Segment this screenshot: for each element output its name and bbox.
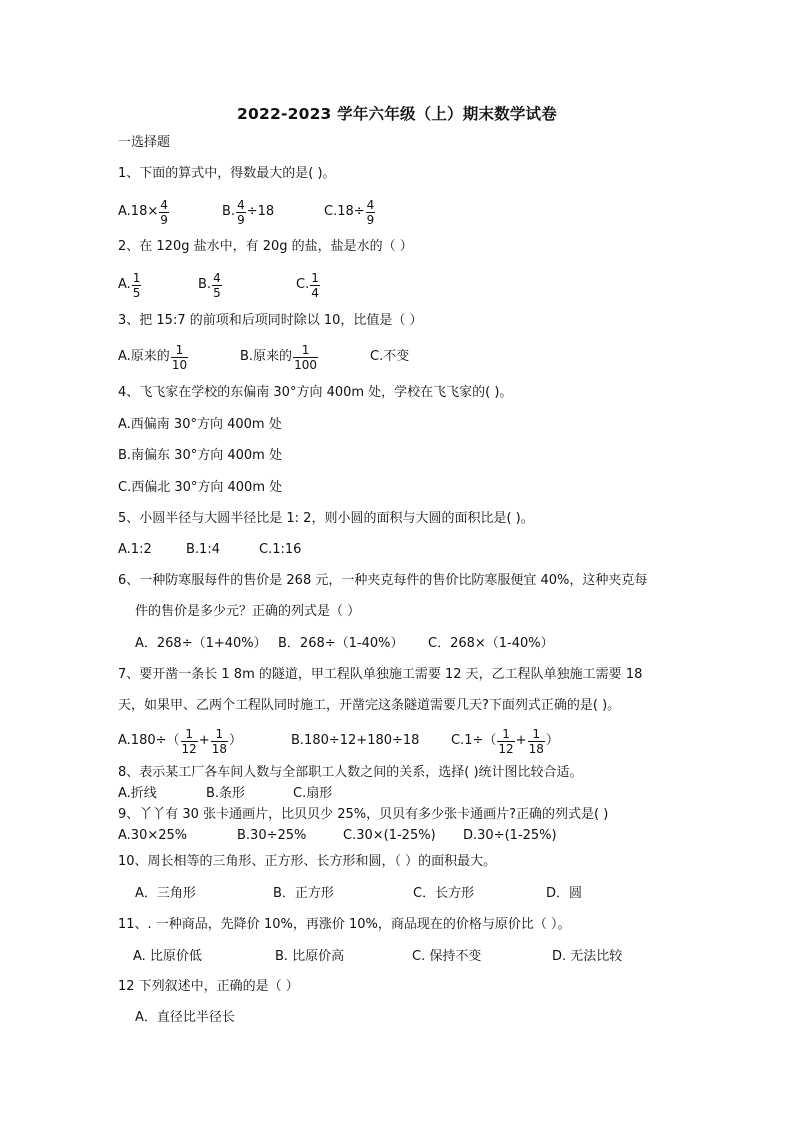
question-5-option-c: C.1:16 [259, 542, 302, 557]
question-11-stem: 11、. 一种商品，先降价 10%，再涨价 10%，商品现在的价格与原价比（ ）。 [118, 917, 571, 932]
question-8-stem: 8、表示某工厂各车间人数与全部职工人数之间的关系，选择( )统计图比较合适。 [118, 765, 583, 780]
denominator: 9 [237, 212, 245, 227]
question-2-option-c [296, 268, 321, 302]
question-4-option-a: A.西偏南 30°方向 400m 处 [118, 417, 282, 432]
question-12-stem: 12 下列叙述中，正确的是（ ） [118, 979, 299, 994]
question-3-option-c: C.不变 [370, 349, 410, 364]
option-prefix: C. [296, 277, 310, 292]
question-9-option-a: A.30×25% [118, 828, 188, 843]
option-suffix: ） [228, 733, 242, 748]
denominator: 100 [294, 357, 317, 372]
question-9-option-b: B.30÷25% [237, 828, 307, 843]
fraction [181, 727, 198, 756]
question-1-stem: 1、下面的算式中，得数最大的是( )。 [118, 166, 336, 181]
fraction [171, 343, 188, 372]
numerator: 1 [311, 270, 319, 285]
question-4-option-c: C.西偏北 30°方向 400m 处 [118, 480, 283, 495]
question-7-stem-line-1: 7、要开凿一条长 1 8m 的隧道，甲工程队单独施工需要 12 天，乙工程队单独施工需要 18 [118, 667, 643, 682]
fraction [159, 198, 169, 227]
option-suffix: ÷18 [246, 204, 275, 219]
question-2-option-a [118, 268, 142, 302]
question-1-option-c [324, 195, 376, 229]
denominator: 4 [311, 285, 319, 300]
fraction [528, 727, 545, 756]
question-11-option-d: D. 无法比较 [552, 949, 623, 964]
question-5-stem: 5、小圆半径与大圆半径比是 1: 2，则小圆的面积与大圆的面积比是( )。 [118, 511, 534, 526]
page-title: 2022-2023 学年六年级（上）期末数学试卷 [237, 105, 557, 123]
numerator: 1 [211, 727, 228, 742]
fraction [132, 271, 142, 300]
question-10-option-a: A．三角形 [135, 886, 196, 901]
numerator: 4 [213, 270, 221, 285]
question-8-option-b: B.条形 [206, 786, 246, 801]
option-prefix: C.1÷（ [451, 733, 497, 748]
option-prefix: A. [118, 277, 131, 292]
option-prefix: C.18÷ [324, 204, 365, 219]
question-7-stem-line-2: 天，如果甲、乙两个工程队同时施工，开凿完这条隧道需要几天?下面列式正确的是( )。 [118, 698, 621, 713]
question-10-option-d: D．圆 [546, 886, 583, 901]
question-9-option-c: C.30×(1-25%) [343, 828, 436, 843]
fraction [310, 271, 320, 300]
numerator: 4 [237, 197, 245, 212]
plus-sign: + [198, 733, 210, 748]
numerator: 1 [497, 727, 514, 742]
numerator: 1 [181, 727, 198, 742]
plus-sign: + [515, 733, 527, 748]
question-10-option-b: B．正方形 [273, 886, 334, 901]
question-1-option-a [118, 195, 170, 229]
question-6-option-b: B．268÷（1-40%） [278, 636, 404, 651]
question-6-stem-line-1: 6、一种防寒服每件的售价是 268 元，一种夹克每件的售价比防寒服便宜 40%，这种夹克每 [118, 573, 648, 588]
question-3-stem: 3、把 15:7 的前项和后项同时除以 10，比值是（ ） [118, 313, 423, 328]
fraction [236, 198, 246, 227]
denominator: 5 [132, 285, 141, 300]
fraction [497, 727, 514, 756]
question-11-option-c: C. 保持不变 [412, 949, 482, 964]
question-10-option-c: C．长方形 [413, 886, 475, 901]
denominator: 10 [171, 357, 188, 372]
denominator: 18 [211, 741, 227, 756]
question-8-option-a: A.折线 [118, 786, 157, 801]
question-11-option-a: A. 比原价低 [133, 949, 202, 964]
question-7-option-a [118, 724, 242, 758]
question-9-option-d: D.30÷(1-25%) [463, 828, 557, 843]
option-suffix: ） [545, 733, 559, 748]
denominator: 9 [366, 212, 375, 227]
question-9-stem: 9、丫丫有 30 张卡通画片，比贝贝少 25%，贝贝有多少张卡通画片?正确的列式是( ) [118, 807, 609, 822]
question-1-option-b [222, 195, 274, 229]
question-5-option-b: B.1:4 [186, 542, 220, 557]
numerator: 1 [132, 270, 141, 285]
question-6-stem-line-2: 件的售价是多少元？正确的列式是（ ） [135, 604, 361, 619]
question-6-option-a: A．268÷（1+40%） [135, 636, 267, 651]
question-11-option-b: B. 比原价高 [275, 949, 345, 964]
denominator: 12 [498, 741, 514, 756]
question-7-option-b: B.180÷12+180÷18 [291, 733, 420, 748]
option-prefix: B. [222, 204, 236, 219]
question-2-stem: 2、在 120g 盐水中，有 20g 的盐，盐是水的（ ） [118, 239, 413, 254]
question-4-stem: 4、飞飞家在学校的东偏南 30°方向 400m 处，学校在飞飞家的( )。 [118, 385, 513, 400]
denominator: 18 [528, 741, 544, 756]
question-6-option-c: C．268×（1-40%） [428, 636, 554, 651]
fraction [212, 271, 222, 300]
option-prefix: A.原来的 [118, 349, 170, 364]
question-5-option-a: A.1:2 [118, 542, 152, 557]
numerator: 4 [160, 197, 168, 212]
question-4-option-b: B.南偏东 30°方向 400m 处 [118, 448, 282, 463]
option-prefix: A.180÷（ [118, 733, 180, 748]
question-2-option-b [198, 268, 223, 302]
denominator: 12 [181, 741, 197, 756]
question-7-option-c [451, 724, 559, 758]
denominator: 9 [160, 212, 168, 227]
denominator: 5 [213, 285, 221, 300]
question-3-option-a [118, 340, 189, 374]
section-heading: 一选择题 [118, 135, 171, 150]
question-12-option-a: A．直径比半径长 [135, 1010, 235, 1025]
numerator: 4 [366, 197, 375, 212]
option-prefix: B. [198, 277, 212, 292]
question-10-stem: 10、周长相等的三角形、正方形、长方形和圆，（ ）的面积最大。 [118, 854, 497, 869]
question-8-option-c: C.扇形 [293, 786, 333, 801]
numerator: 1 [293, 343, 318, 358]
fraction [366, 198, 376, 227]
fraction [293, 343, 318, 372]
option-prefix: B.原来的 [240, 349, 293, 364]
option-prefix: A.18× [118, 204, 159, 219]
question-3-option-b [240, 340, 319, 374]
numerator: 1 [528, 727, 545, 742]
fraction [211, 727, 228, 756]
numerator: 1 [171, 343, 188, 358]
